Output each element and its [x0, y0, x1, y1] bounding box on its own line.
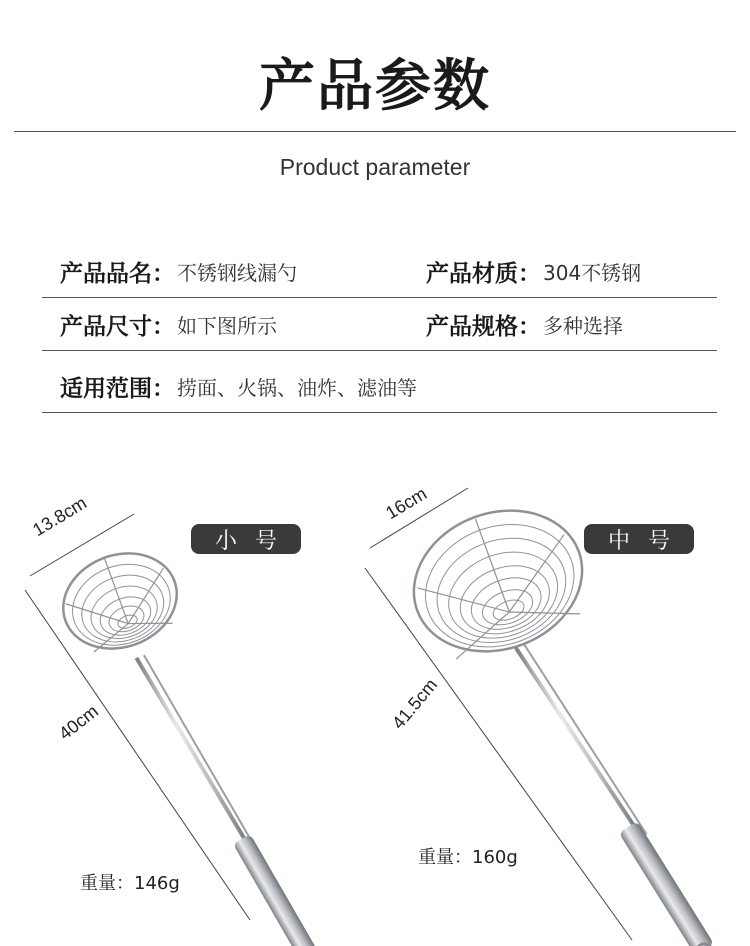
- medium-strainer-image: [394, 488, 728, 946]
- small-weight-label: 重量：146g: [80, 873, 180, 894]
- spec-value: 多种选择: [543, 313, 623, 338]
- spec-value: 捞面、火锅、油炸、滤油等: [177, 375, 417, 400]
- spec-label: 产品规格：: [426, 313, 541, 340]
- spec-value: 304不锈钢: [543, 260, 642, 285]
- spec-label: 产品尺寸：: [60, 313, 175, 340]
- spec-label: 适用范围：: [60, 375, 175, 402]
- small-diameter-label: 13.8cm: [29, 492, 91, 541]
- size-badge-medium: 中号: [584, 524, 694, 554]
- medium-weight-label: 重量：160g: [418, 847, 518, 868]
- small-strainer-handle: [136, 634, 327, 946]
- medium-diameter-label: 16cm: [382, 483, 431, 524]
- medium-length-label: 41.5cm: [388, 674, 442, 733]
- medium-strainer-handle: [516, 619, 721, 946]
- small-strainer-basket: [50, 538, 190, 664]
- medium-strainer-basket: [394, 488, 602, 675]
- size-badge-small: 小号: [191, 524, 301, 554]
- spec-label: 产品材质：: [426, 260, 541, 287]
- small-length-label: 40cm: [55, 700, 102, 744]
- spec-value: 不锈钢线漏勺: [177, 260, 297, 285]
- spec-value: 如下图所示: [177, 313, 277, 338]
- spec-label: 产品品名：: [60, 260, 175, 287]
- medium-length-line: [365, 568, 632, 940]
- page-subtitle: Product parameter: [279, 154, 471, 180]
- page-title: 产品参数: [259, 54, 491, 119]
